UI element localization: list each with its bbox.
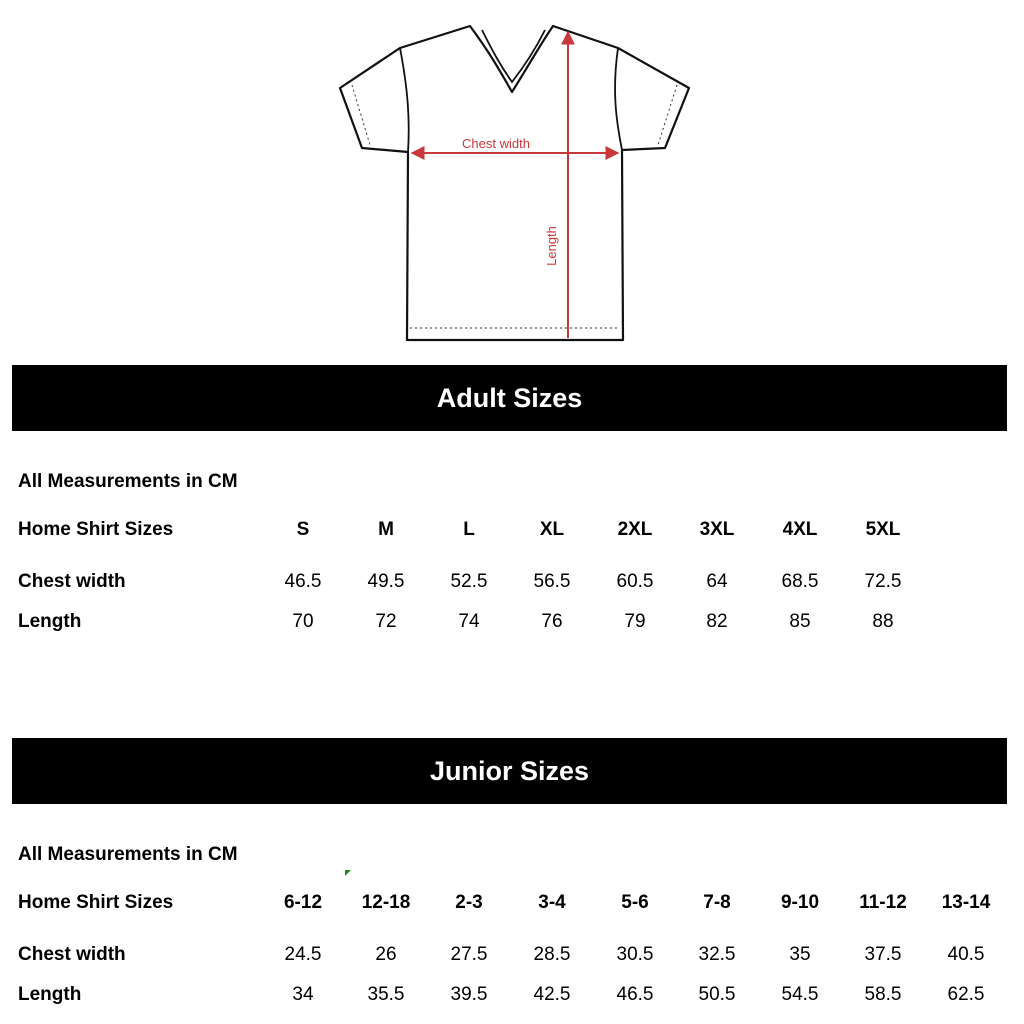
junior-size-cell: 7-8 <box>703 892 731 913</box>
junior-chest-row <box>0 940 1024 970</box>
tshirt-measurement-diagram <box>330 15 700 350</box>
junior-chest-label: Chest width <box>18 944 126 965</box>
junior-size-cell: 3-4 <box>538 892 566 913</box>
adult-chest-value: 49.5 <box>367 571 405 592</box>
junior-chest-value: 26 <box>375 944 397 965</box>
adult-chest-value: 56.5 <box>533 571 571 592</box>
adult-length-value: 88 <box>872 611 894 632</box>
junior-length-row <box>0 980 1024 1010</box>
junior-size-cell: 5-6 <box>621 892 649 913</box>
adult-length-value: 72 <box>375 611 397 632</box>
junior-chest-value: 27.5 <box>450 944 488 965</box>
length-label: Length <box>544 226 559 266</box>
junior-size-cell: 12-18 <box>361 892 411 913</box>
junior-chest-value: 24.5 <box>284 944 322 965</box>
junior-chest-value: 28.5 <box>533 944 571 965</box>
adult-sizes-title: Adult Sizes <box>436 382 583 413</box>
junior-size-cell: 13-14 <box>941 892 991 913</box>
adult-chest-value: 52.5 <box>450 571 488 592</box>
tshirt-outline <box>340 26 689 340</box>
junior-chest-value: 40.5 <box>947 944 985 965</box>
adult-size-cell: M <box>378 519 394 540</box>
junior-size-header-row <box>0 888 1024 918</box>
junior-measurement-note: All Measurements in CM <box>18 844 238 865</box>
adult-header-label: Home Shirt Sizes <box>18 519 174 540</box>
adult-length-label: Length <box>18 611 82 632</box>
junior-chest-value: 30.5 <box>616 944 654 965</box>
adult-length-value: 85 <box>789 611 811 632</box>
adult-size-cell: 2XL <box>617 519 653 540</box>
junior-size-cell: 6-12 <box>283 892 323 913</box>
junior-length-value: 39.5 <box>450 984 488 1005</box>
junior-length-value: 54.5 <box>781 984 819 1005</box>
adult-chest-value: 64 <box>706 571 728 592</box>
adult-length-value: 82 <box>706 611 728 632</box>
junior-length-label: Length <box>18 984 82 1005</box>
adult-chest-value: 46.5 <box>284 571 322 592</box>
adult-chest-value: 72.5 <box>864 571 902 592</box>
junior-chest-value: 32.5 <box>698 944 736 965</box>
adult-size-cell: S <box>296 519 310 540</box>
adult-length-row <box>0 607 1024 637</box>
junior-chest-value: 35 <box>789 944 811 965</box>
adult-chest-value: 68.5 <box>781 571 819 592</box>
adult-chest-label: Chest width <box>18 571 126 592</box>
adult-size-cell: XL <box>539 519 565 540</box>
junior-sizes-banner <box>12 738 1007 804</box>
chest-width-label: Chest width <box>462 136 530 151</box>
adult-size-cell: L <box>463 519 475 540</box>
junior-length-value: 50.5 <box>698 984 736 1005</box>
junior-length-value: 46.5 <box>616 984 654 1005</box>
junior-length-value: 58.5 <box>864 984 902 1005</box>
junior-size-cell: 9-10 <box>780 892 820 913</box>
junior-size-cell: 11-12 <box>859 892 907 913</box>
cell-marker-icon <box>345 870 351 876</box>
junior-length-value: 35.5 <box>367 984 405 1005</box>
adult-length-value: 70 <box>292 611 314 632</box>
junior-chest-value: 37.5 <box>864 944 902 965</box>
junior-length-value: 42.5 <box>533 984 571 1005</box>
junior-sizes-title: Junior Sizes <box>429 755 590 786</box>
adult-size-cell: 5XL <box>865 519 901 540</box>
adult-chest-value: 60.5 <box>616 571 654 592</box>
adult-size-cell: 4XL <box>782 519 818 540</box>
adult-sizes-banner <box>12 365 1007 431</box>
adult-size-header-row <box>0 515 1024 545</box>
junior-length-value: 62.5 <box>947 984 985 1005</box>
adult-chest-row <box>0 567 1024 597</box>
adult-measurement-note: All Measurements in CM <box>18 471 238 492</box>
adult-length-value: 74 <box>458 611 480 632</box>
junior-header-label: Home Shirt Sizes <box>18 892 174 913</box>
adult-size-cell: 3XL <box>699 519 735 540</box>
adult-length-value: 76 <box>541 611 563 632</box>
junior-size-cell: 2-3 <box>455 892 483 913</box>
junior-length-value: 34 <box>292 984 314 1005</box>
adult-length-value: 79 <box>624 611 646 632</box>
